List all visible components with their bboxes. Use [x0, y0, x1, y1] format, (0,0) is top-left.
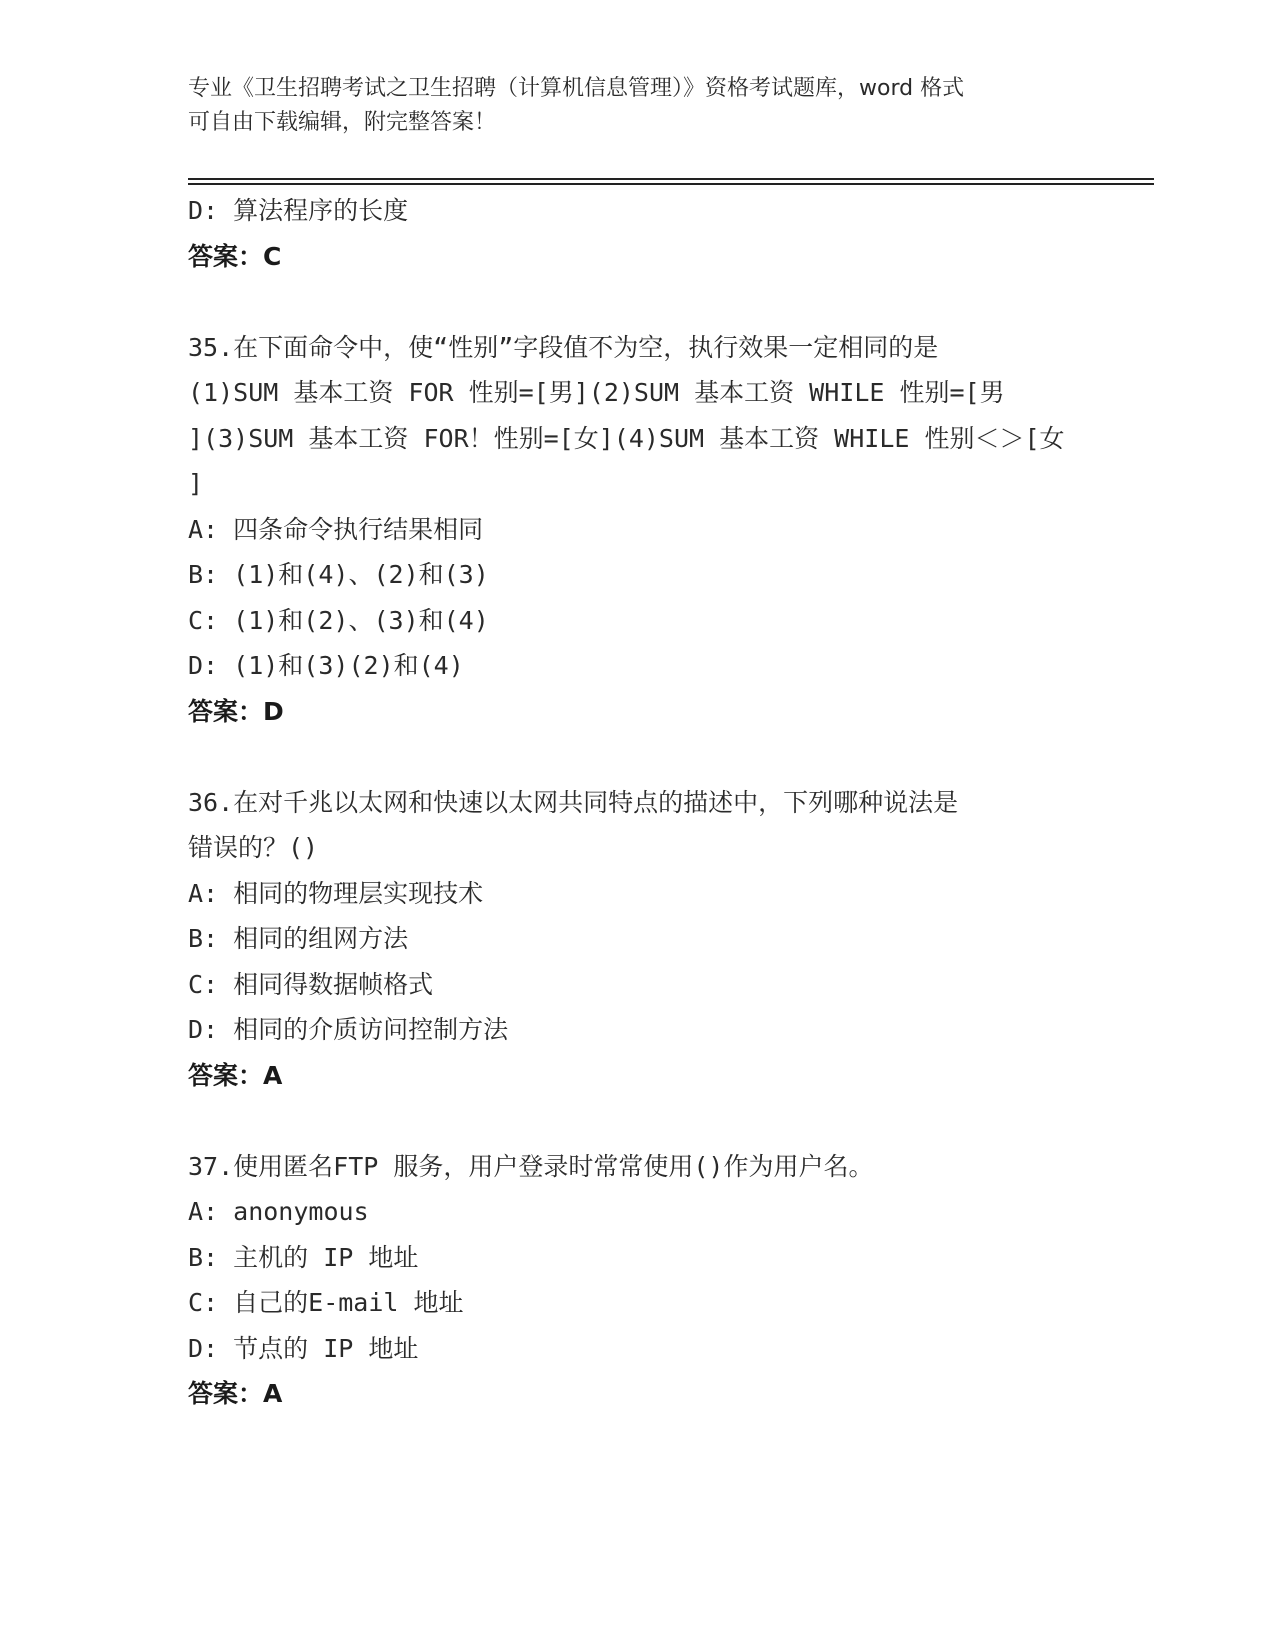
document-header [188, 72, 1088, 140]
option-a: A: anonymous [188, 1197, 369, 1226]
header-divider-bottom [188, 183, 1154, 185]
option-a: A: 相同的物理层实现技术 [188, 878, 484, 908]
spacer [188, 1098, 1088, 1144]
question-text-line: 36.在对千兆以太网和快速以太网共同特点的描述中，下列哪种说法是 [188, 787, 959, 817]
answer-line: 答案：A [188, 1379, 283, 1408]
question-text-line: 35.在下面命令中，使“性别”字段值不为空，执行效果一定相同的是 [188, 332, 939, 362]
question-35 [188, 325, 1088, 735]
spacer [188, 279, 1088, 325]
answer-line: 答案：C [188, 241, 282, 271]
answer-line: 答案：A [188, 1060, 283, 1090]
option-d: D: (1)和(3)(2)和(4) [188, 651, 464, 680]
question-text-line: ](3)SUM 基本工资 FOR！性别=[女](4)SUM 基本工资 WHILE 性别＜＞[女 [188, 423, 1065, 453]
question-34-tail [188, 188, 1088, 279]
option-b: B: 主机的 IP 地址 [188, 1242, 419, 1272]
question-36 [188, 780, 1088, 1099]
option-b: B: (1)和(4)、(2)和(3) [188, 560, 489, 589]
question-text-line: 37.使用匿名FTP 服务，用户登录时常常使用()作为用户名。 [188, 1151, 874, 1181]
question-text-line: (1)SUM 基本工资 FOR 性别=[男](2)SUM 基本工资 WHILE 性别=[男 [188, 378, 1005, 407]
header-divider-top [188, 178, 1154, 180]
option-d: D: 节点的 IP 地址 [188, 1333, 419, 1363]
option-c: C: (1)和(2)、(3)和(4) [188, 605, 489, 635]
question-text-line: 错误的？() [188, 833, 319, 862]
header-line-2: 可自由下载编辑，附完整答案！ [188, 110, 497, 135]
answer-line: 答案：D [188, 696, 284, 726]
question-text-line: ] [188, 469, 204, 498]
question-37 [188, 1144, 1088, 1417]
option-d: D: 算法程序的长度 [188, 196, 409, 225]
spacer [188, 734, 1088, 780]
option-d: D: 相同的介质访问控制方法 [188, 1015, 509, 1044]
option-c: C: 自己的E-mail 地址 [188, 1288, 464, 1317]
option-a: A: 四条命令执行结果相同 [188, 514, 484, 544]
option-b: B: 相同的组网方法 [188, 924, 409, 953]
option-c: C: 相同得数据帧格式 [188, 969, 434, 999]
header-line-1: 专业《卫生招聘考试之卫生招聘（计算机信息管理）》资格考试题库，word 格式 [188, 76, 965, 101]
question-list [188, 188, 1088, 1417]
